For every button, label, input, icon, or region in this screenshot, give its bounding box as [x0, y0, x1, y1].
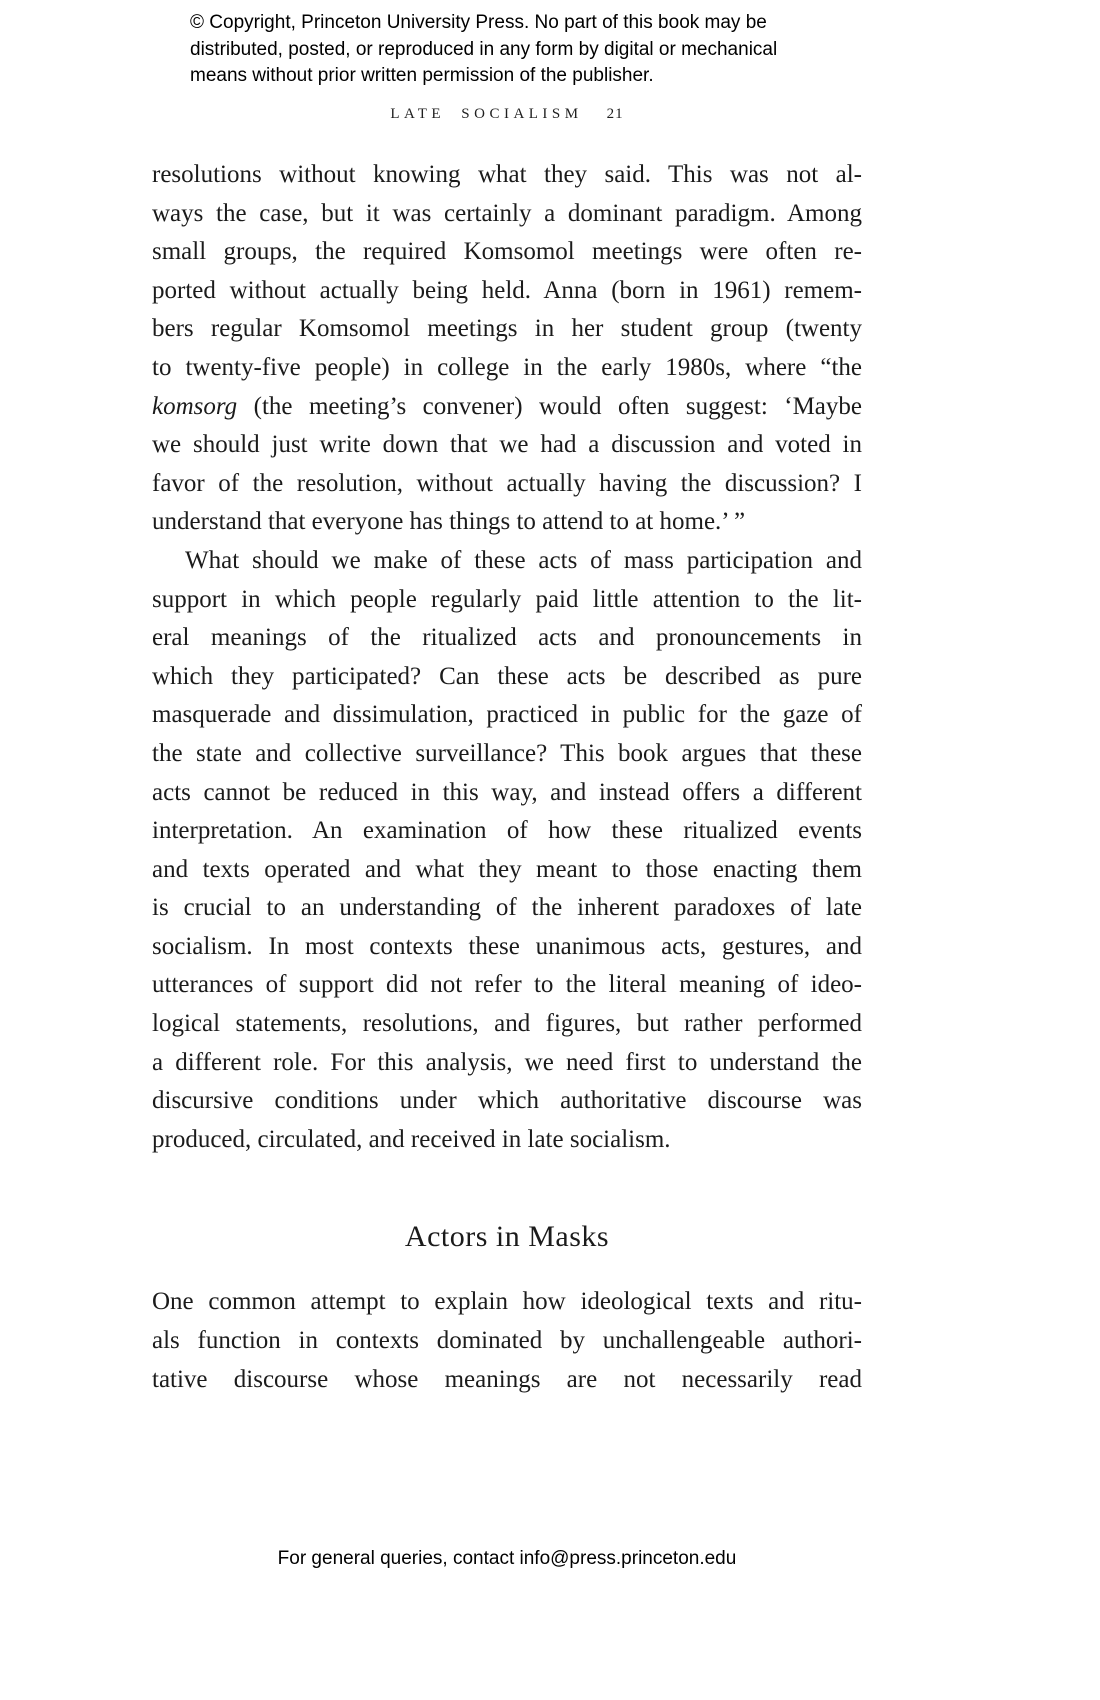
body-text: [152, 156, 862, 1399]
text-segment: a different role. For this analysis, we need first to understand the: [152, 1048, 862, 1076]
text-segment: which they participated? Can these acts be described as pure: [152, 662, 862, 690]
text-segment: and texts operated and what they meant to those enacting them: [152, 855, 862, 883]
text-segment: bers regular Komsomol meetings in her student group (twenty: [152, 315, 862, 343]
copyright-notice: [190, 10, 777, 90]
text-line: [152, 503, 862, 542]
text-line: [152, 1005, 862, 1044]
running-head: [152, 106, 862, 123]
text-segment: produced, circulated, and received in late socialism.: [152, 1125, 671, 1153]
paragraphs-after-heading: [152, 1283, 862, 1399]
paragraphs-before-heading: [152, 156, 862, 1159]
text-segment: small groups, the required Komsomol meetings were often re-: [152, 238, 862, 266]
text-line: [152, 658, 862, 697]
text-line: [152, 619, 862, 658]
text-segment: socialism. In most contexts these unanimous acts, gestures, and: [152, 932, 862, 960]
text-line: [152, 1121, 862, 1160]
text-segment: is crucial to an understanding of the inherent paradoxes of late: [152, 894, 862, 922]
text-line: [152, 581, 862, 620]
text-line: [152, 195, 862, 234]
text-segment: the state and collective surveillance? This book argues that these: [152, 739, 862, 767]
text-segment: ported without actually being held. Anna (born in 1961) remem-: [152, 276, 862, 304]
text-segment: acts cannot be reduced in this way, and instead offers a different: [152, 778, 862, 806]
text-segment: What should we make of these acts of mass participation and: [185, 546, 862, 574]
text-line: [152, 889, 862, 928]
text-line: [152, 851, 862, 890]
text-segment: favor of the resolution, without actually having the discussion? I: [152, 469, 862, 497]
text-segment: als function in contexts dominated by unchallengeable authori-: [152, 1327, 862, 1355]
text-line: [152, 966, 862, 1005]
paragraph: [152, 1283, 862, 1399]
text-line: [152, 349, 862, 388]
text-line: [152, 928, 862, 967]
text-segment: support in which people regularly paid little attention to the lit-: [152, 585, 862, 613]
copyright-line-1: © Copyright, Princeton University Press. No part of this book may be: [190, 12, 767, 33]
text-segment: logical statements, resolutions, and figures, but rather performed: [152, 1010, 862, 1038]
text-segment: tative discourse whose meanings are not necessarily read: [152, 1365, 862, 1393]
text-line: [152, 696, 862, 735]
paragraph: [152, 156, 862, 542]
text-line: [152, 272, 862, 311]
text-line: [152, 310, 862, 349]
footer-text: For general queries, contact: [277, 1548, 520, 1569]
text-segment: understand that everyone has things to attend to at home.’ ”: [152, 508, 746, 536]
copyright-line-2: distributed, posted, or reproduced in any form by digital or mechanical: [190, 38, 778, 60]
text-line: [152, 1283, 862, 1322]
text-line: [152, 156, 862, 195]
text-segment: discursive conditions under which authoritative discourse was: [152, 1087, 862, 1115]
text-line: [152, 774, 862, 813]
text-segment: eral meanings of the ritualized acts and pronouncements in: [152, 624, 862, 652]
text-line: [152, 388, 862, 427]
text-segment: utterances of support did not refer to the literal meaning of ideo-: [152, 971, 862, 999]
copyright-line-3: means without prior written permission of the publisher.: [190, 65, 654, 86]
paragraph: [152, 542, 862, 1160]
text-line: [152, 426, 862, 465]
text-segment: masquerade and dissimulation, practiced in public for the gaze of: [152, 701, 862, 729]
text-segment: (the meeting’s convener) would often suggest: ‘Maybe: [237, 392, 862, 420]
text-segment: we should just write down that we had a discussion and voted in: [152, 431, 862, 459]
contact-email-link[interactable]: info@press.princeton.edu: [519, 1548, 737, 1569]
text-segment: to twenty-five people) in college in the early 1980s, where “the: [152, 353, 862, 381]
running-head-title: LATE SOCIALISM: [390, 106, 583, 122]
text-line: [152, 1322, 862, 1361]
text-line: [152, 1361, 862, 1400]
text-line: [152, 1082, 862, 1121]
italic-term: komsorg: [152, 392, 238, 420]
text-line: [152, 542, 862, 581]
text-line: [152, 233, 862, 272]
text-segment: resolutions without knowing what they said. This was not al-: [152, 161, 862, 188]
text-line: [152, 1044, 862, 1083]
text-line: [152, 465, 862, 504]
text-line: [152, 812, 862, 851]
text-segment: One common attempt to explain how ideological texts and ritu-: [152, 1288, 862, 1316]
text-line: [152, 735, 862, 774]
text-segment: interpretation. An examination of how these ritualized events: [152, 817, 862, 845]
page-number: 21: [606, 106, 624, 122]
section-heading: Actors in Masks: [404, 1220, 610, 1254]
page-footer: [152, 1548, 862, 1570]
text-segment: ways the case, but it was certainly a dominant paradigm. Among: [152, 199, 862, 227]
